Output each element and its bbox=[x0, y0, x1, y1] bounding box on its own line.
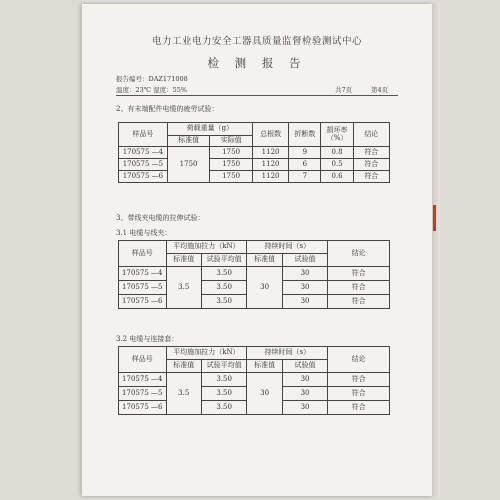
tensile-test-table-clamp: 样品号 平均施加拉力（kN） 持续时间（s） 结论 标准值 试验平均值 标准值 试验值 170575 —4 3.5 3.50 30 30 符合 170575 —5 3.50 30 符合 170575 —6 3.50 30 符合 bbox=[118, 240, 390, 309]
table-row: 170575 —5 3.50 30 符合 bbox=[119, 281, 390, 295]
fatigue-test-table bbox=[118, 122, 390, 183]
section3-title: 3、带线夹电缆的拉伸试验： bbox=[116, 214, 205, 222]
total-pages: 共7页 bbox=[335, 86, 353, 94]
red-tab-mark bbox=[433, 205, 436, 231]
col-roots: 总根数 bbox=[252, 123, 288, 147]
report-title: 检 测 报 告 bbox=[207, 56, 307, 70]
table-row: 170575 —4 1750 1750 1120 9 0.8 符合 bbox=[119, 147, 390, 159]
col-sample: 样品号 bbox=[119, 123, 168, 147]
environment-conditions: 温度：23℃ 湿度：55% bbox=[116, 86, 188, 94]
org-name: 电力工业电力安全工器具质量监督检验测试中心 bbox=[151, 36, 362, 47]
std-load-value: 1750 bbox=[167, 147, 210, 183]
table-row: 170575 —6 3.50 30 符合 bbox=[119, 295, 390, 309]
page-number: 第4页 bbox=[371, 86, 389, 94]
table-row: 170575 —4 3.5 3.50 30 30 符合 bbox=[119, 267, 390, 281]
page-edge bbox=[432, 4, 440, 496]
section2-title: 2、有末端配件电缆的疲劳试验： bbox=[116, 105, 219, 113]
report-number: 报告编号：DAZ171008 bbox=[116, 75, 188, 83]
table-row: 170575 —6 3.50 30 符合 bbox=[119, 401, 390, 415]
section3-2-title: 3.2 电缆与连接套： bbox=[116, 335, 179, 343]
report-page bbox=[82, 4, 432, 496]
col-load: 荷载重量（g） bbox=[167, 123, 252, 136]
header-rule bbox=[116, 95, 398, 96]
table-row: 170575 —5 1750 1120 6 0.5 符合 bbox=[119, 159, 390, 171]
table-row: 170575 —5 3.50 30 符合 bbox=[119, 387, 390, 401]
col-std: 标准值 bbox=[167, 136, 210, 147]
tensile-test-table-sleeve: 样品号 平均施加拉力（kN） 持续时间（s） 结论 标准值 试验平均值 标准值 试验值 170575 —4 3.5 3.50 30 30 符合 170575 —5 3.50 30 符合 170575 —6 3.50 30 符合 bbox=[118, 346, 390, 415]
col-broken: 折断数 bbox=[289, 123, 321, 147]
col-rate: 损坏率（%） bbox=[321, 123, 353, 147]
col-conclusion: 结论 bbox=[353, 123, 389, 147]
table-row: 170575 —6 1750 1120 7 0.6 符合 bbox=[119, 171, 390, 183]
section3-1-title: 3.1 电缆与线夹： bbox=[116, 229, 172, 237]
table-row: 170575 —4 3.5 3.50 30 30 符合 bbox=[119, 373, 390, 387]
col-actual: 实际值 bbox=[210, 136, 253, 147]
